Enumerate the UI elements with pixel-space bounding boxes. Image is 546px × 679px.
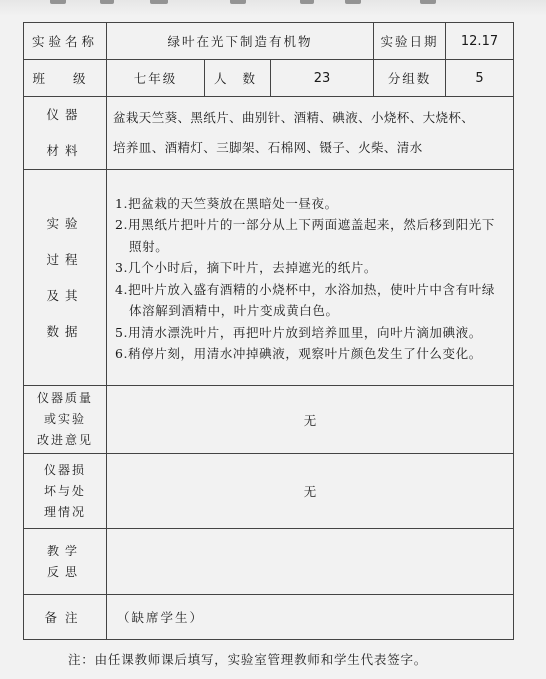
process-step: 1.把盆栽的天竺葵放在黑暗处一昼夜。: [115, 195, 338, 211]
materials-line: 盆栽天竺葵、黑纸片、曲别针、酒精、碘液、小烧杯、大烧杯、: [113, 110, 475, 125]
remarks-label: 备注: [24, 595, 107, 640]
quality-value: 无: [107, 386, 514, 454]
row-process: [24, 170, 514, 386]
experiment-name-value: 绿叶在光下制造有机物: [107, 23, 374, 60]
process-steps: [107, 170, 514, 386]
class-value: 七年级: [107, 60, 205, 97]
quality-label: 仪器质量 或实验 改进意见: [24, 386, 107, 454]
groups-value: 5: [446, 60, 514, 97]
damage-value: 无: [107, 454, 514, 529]
row-damage: [24, 454, 514, 529]
class-label: 班 级: [24, 60, 107, 97]
experiment-date-label: 实验日期: [374, 23, 446, 60]
people-label: 人 数: [205, 60, 271, 97]
reflection-value: [107, 529, 514, 595]
damage-label: 仪器损 坏与处 理情况: [24, 454, 107, 529]
process-label: 实验 过程 及其 数据: [24, 170, 107, 386]
materials-list: [107, 97, 514, 170]
experiment-name-label: 实验名称: [24, 23, 107, 60]
row-quality: [24, 386, 514, 454]
materials-label: 仪器 材料: [24, 97, 107, 170]
row-class: [24, 60, 514, 97]
row-reflection: [24, 529, 514, 595]
row-experiment-name: [24, 23, 514, 60]
remarks-value: （缺席学生）: [107, 595, 514, 640]
cropped-title-strip: [0, 0, 546, 16]
footer-note: 注：由任课教师课后填写，实验室管理教师和学生代表签字。: [68, 652, 428, 667]
experiment-record-table: [23, 22, 514, 640]
process-step: 4.把叶片放入盛有酒精的小烧杯中，水浴加热，使叶片中含有叶绿体溶解到酒精中，叶片变成黄白色。: [115, 281, 495, 318]
row-materials: [24, 97, 514, 170]
materials-line: 培养皿、酒精灯、三脚架、石棉网、镊子、火柴、清水: [113, 140, 423, 155]
process-step: 2.用黑纸片把叶片的一部分从上下两面遮盖起来，然后移到阳光下照射。: [115, 217, 495, 254]
reflection-label: 教学 反思: [24, 529, 107, 595]
experiment-date-value: 12.17: [446, 23, 514, 60]
people-value: 23: [271, 60, 374, 97]
process-step: 5.用清水漂洗叶片，再把叶片放到培养皿里，向叶片滴加碘液。: [115, 324, 482, 340]
row-remarks: [24, 595, 514, 640]
process-step: 6.稍停片刻，用清水冲掉碘液，观察叶片颜色发生了什么变化。: [115, 346, 482, 361]
groups-label: 分组数: [374, 60, 446, 97]
process-step: 3.几个小时后，摘下叶片，去掉遮光的纸片。: [115, 260, 378, 275]
